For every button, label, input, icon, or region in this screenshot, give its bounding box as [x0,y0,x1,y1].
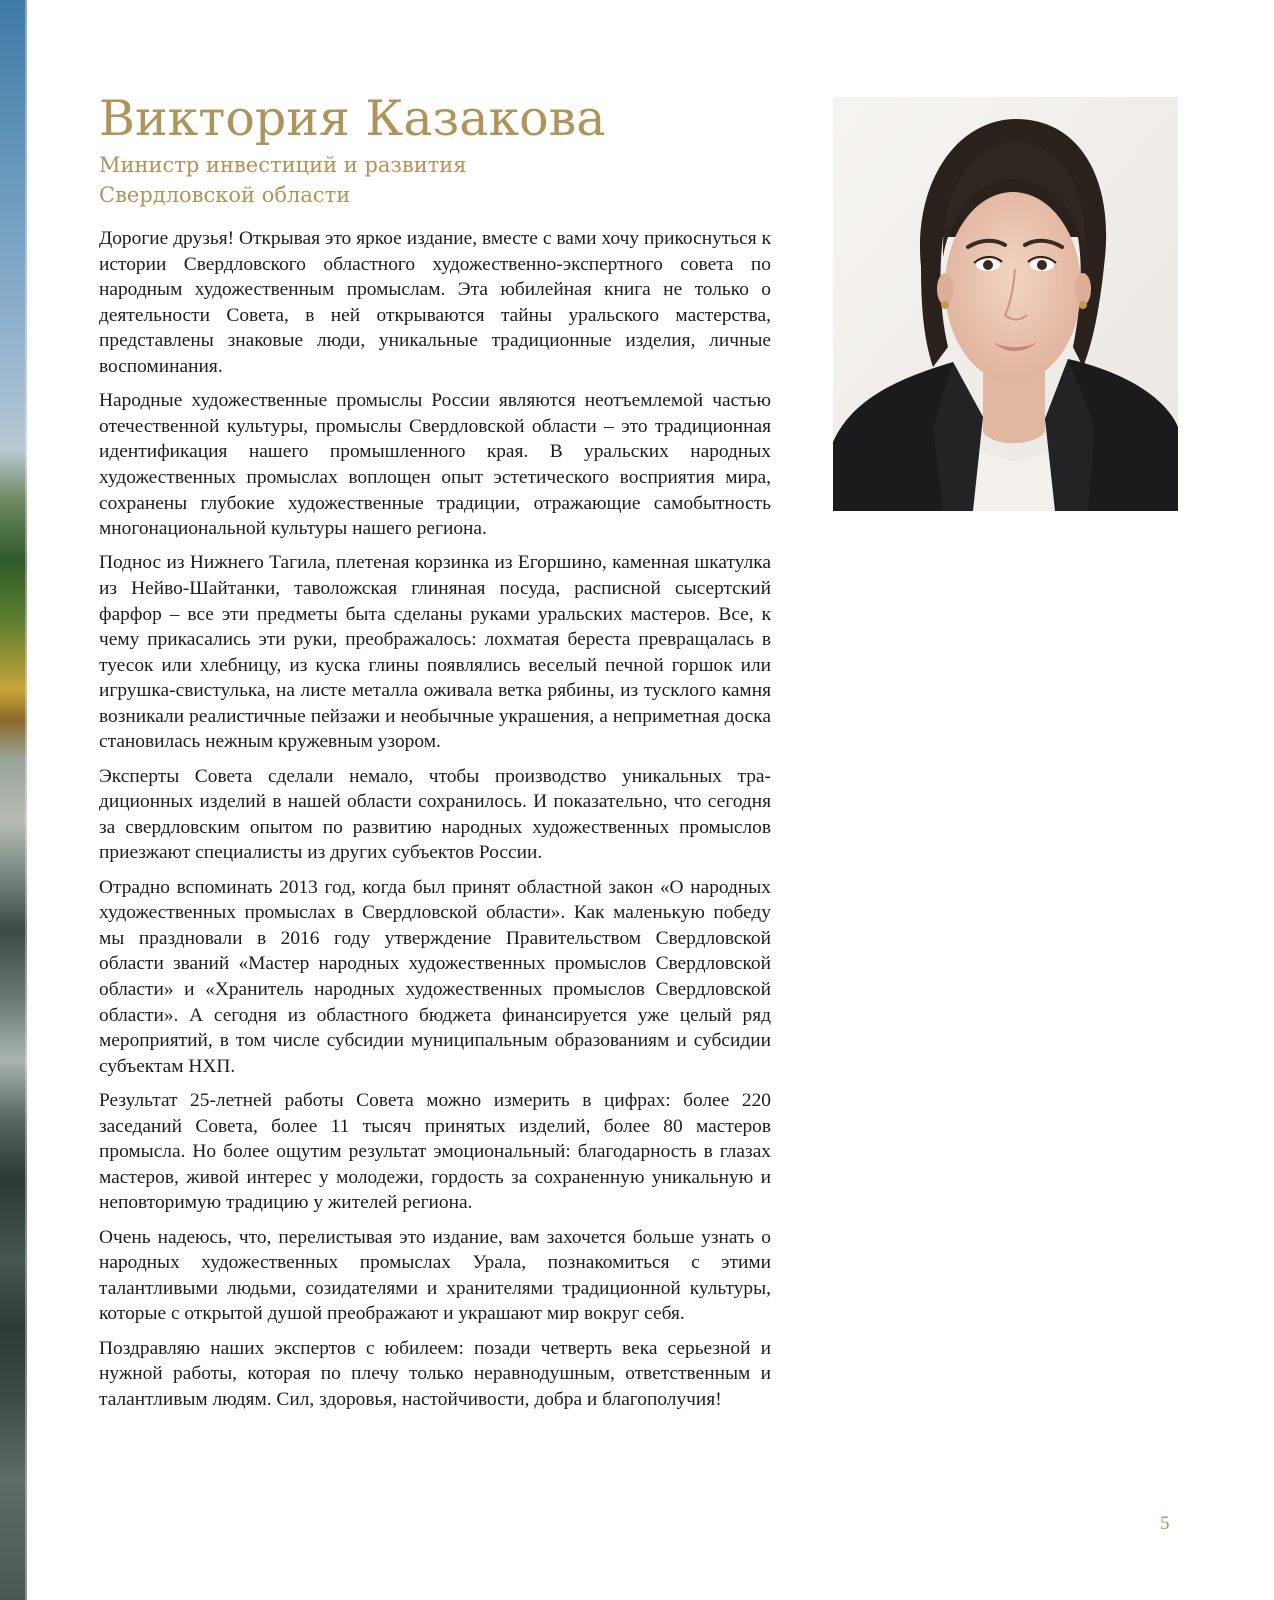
paragraph-1: Дорогие друзья! Открывая это яркое издание, вместе с вами хочу прикоснуться к истории Свердловского областного художественно-экспертного совета по народным художественным промыслам. Эта юбилейная книга не только о деятельности Совета, в ней открываются тайны уральского мастерства, представлены знаковые люди, уникальные традиционные изделия, личные воспоминания. [99,228,771,377]
portrait-illustration [833,97,1178,511]
article-body [99,226,771,1421]
person-name: Виктория Казакова [99,90,606,147]
person-role-line-2: Свердловской области [99,183,351,207]
person-role-line-1: Министр инвестиций и развития [99,153,467,177]
side-landscape-strip [0,0,27,1600]
paragraph-3: Поднос из Нижнего Тагила, плетеная корзинка из Егоршино, каменная шкатулка из Нейво-Шайтанки, таволожская глиняная посуда, расписной сысертский фарфор – все эти предметы быта сделаны руками уральских мастеров. Все, к чему прикасались эти руки, преображалось: лохматая береста превращалась в туесок или хлебницу, из куска глины появлялись веселый печной горшок или игрушка-свистулька, на листе металла оживала ветка рябины, из тусклого камня возникали реалистичные пейзажи и необычные украшения, а неприметная доска становилась нежным кружевным узором. [99,552,771,753]
paragraph-5: Отрадно вспоминать 2013 год, когда был принят областной закон «О народных художественных промыслах в Свердловской области». Как маленькую победу мы праздновали в 2016 году утверждение Правительством Свердловской области званий «Мастер народных художественных промыслов Свердловской области» и «Хранитель народных художественных промыслов Свердловской области». А сегодня из областного бюджета финансируется уже целый ряд мероприятий, в том числе субсидии муниципальным образованиям и субсидии субъектам НХП. [99,876,771,1077]
portrait-photo [833,97,1178,511]
paragraph-4: Эксперты Совета сделали немало, чтобы производство уникальных традиционных изделий в нашей области сохранилось. И показательно, что сегодня за свердловским опытом по развитию народных художественных промыслов приезжают специалисты из других субъектов России. [99,765,771,864]
paragraph-2: Народные художественные промыслы России являются неотъемлемой частью отечественной культуры, промыслы Свердловской области – это традиционная идентификация нашего промышленного края. В уральских народных художественных промыслах воплощен опыт эстетического восприятия мира, сохранены глубокие художественные традиции, отражающие самобытность многонациональной культуры нашего региона. [99,390,771,540]
paragraph-7: Очень надеюсь, что, перелистывая это издание, вам захочется больше узнать о народных художественных промыслах Урала, познакомиться с этими талантливыми людьми, созидателями и хранителями традиционной культуры, которые с открытой душой преображают и украшают мир вокруг себя. [99,1226,771,1325]
article-header [99,88,789,210]
paragraph-6: Результат 25-летней работы Совета можно измерить в цифрах: более 220 заседаний Совета, более 11 тысяч принятых изделий, более 80 мастеров промысла. Но более ощутим результат эмоциональный: благодарность в глазах мастеров, живой интерес у молодежи, гордость за сохраненную уникальную и неповторимую традицию у жителей региона. [99,1089,771,1214]
paragraph-8: Поздравляю наших экспертов с юбилеем: позади четверть века серьезной и нужной работы, которая по плечу только неравнодушным, ответственным и талантливым людям. Сил, здоровья, настойчивости, добра и благополучия! [99,1337,771,1410]
page-number: 5 [1160,1513,1170,1534]
